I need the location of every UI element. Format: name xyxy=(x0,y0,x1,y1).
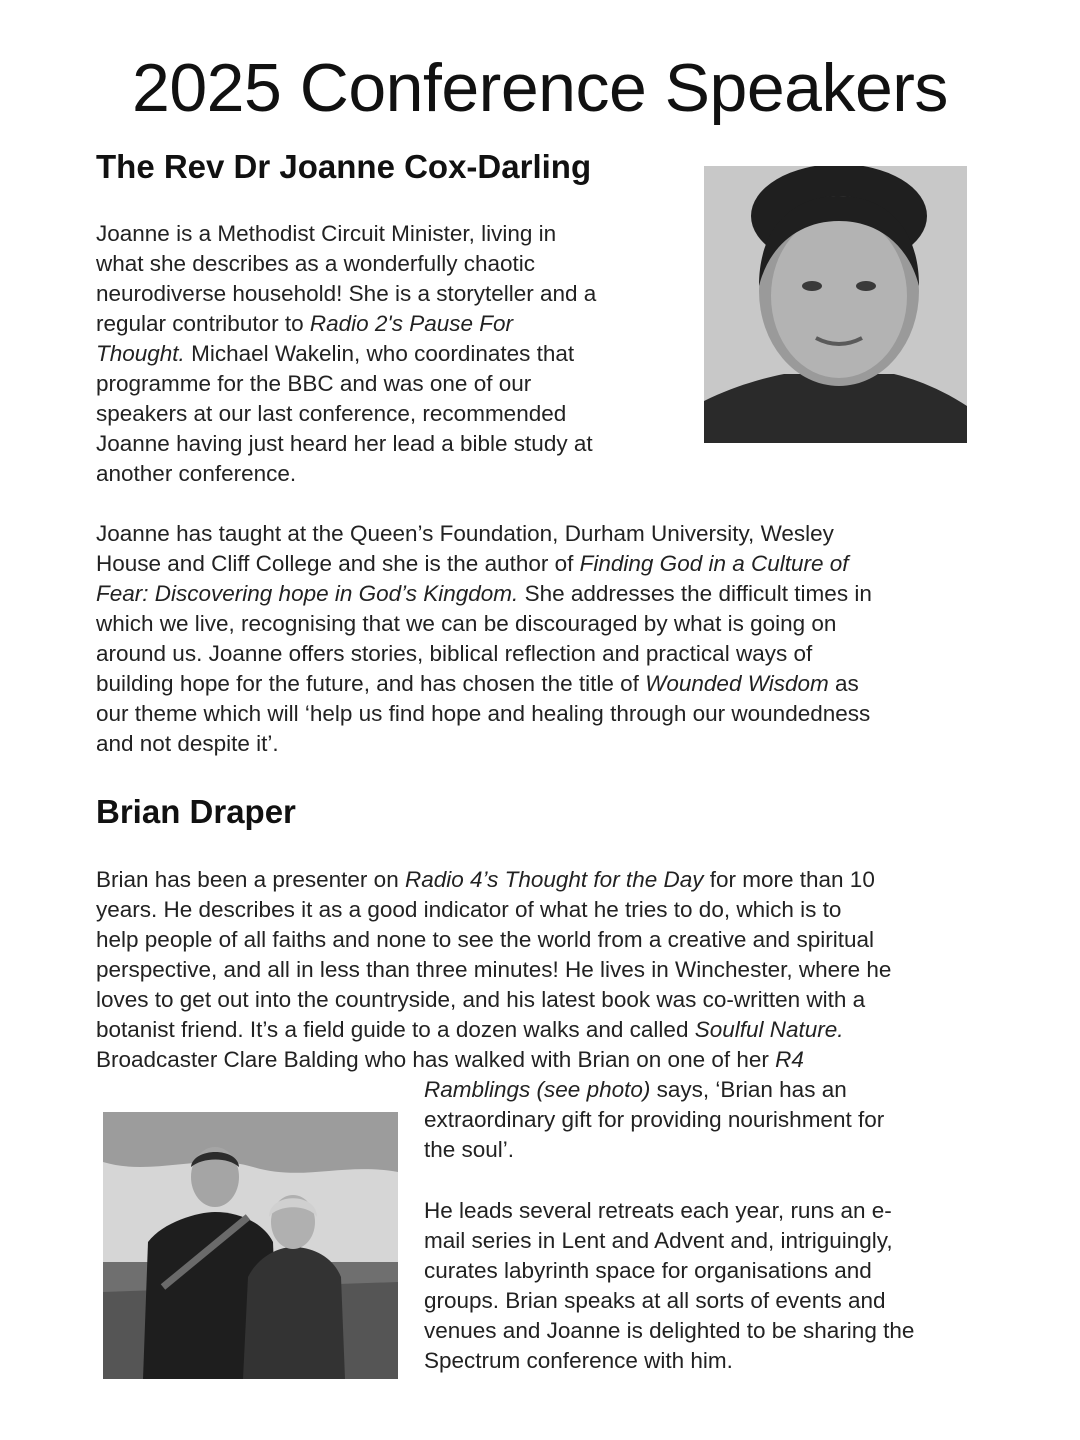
line-text: our theme which will ‘help us find hope and healing through our woundedness xyxy=(96,701,871,726)
italic-title-text: R4 xyxy=(775,1047,804,1072)
speaker-1-bio-paragraph-2 xyxy=(96,519,872,759)
speaker-2-bio-paragraph-1 xyxy=(96,865,891,1075)
line-text: Joanne having just heard her lead a bible study at xyxy=(96,431,593,456)
italic-title-text: Fear: Discovering hope in God’s Kingdom. xyxy=(96,581,519,606)
line-text: the soul’. xyxy=(424,1137,515,1162)
text-line xyxy=(96,609,872,639)
line-text: mail series in Lent and Advent and, intriguingly, xyxy=(424,1228,893,1253)
italic-title-text: Radio 2's Pause For xyxy=(309,311,514,336)
line-text: Michael Wakelin, who coordinates that xyxy=(184,341,575,366)
text-line xyxy=(96,519,872,549)
line-text: and not despite it’. xyxy=(96,731,279,756)
line-text: loves to get out into the countryside, and his latest book was co-written with a xyxy=(96,987,866,1012)
line-text: speakers at our last conference, recommended xyxy=(96,401,567,426)
speaker-1-name: The Rev Dr Joanne Cox-Darling xyxy=(96,148,592,185)
text-line xyxy=(424,1256,914,1286)
text-line xyxy=(424,1075,884,1105)
line-text: for more than 10 xyxy=(703,867,875,892)
line-text: Brian has been a presenter on xyxy=(96,867,405,892)
line-text: extraordinary gift for providing nourishment for xyxy=(424,1107,885,1132)
italic-title-text: Thought. xyxy=(96,341,185,366)
line-text: as xyxy=(828,671,859,696)
text-line xyxy=(96,369,596,399)
text-line xyxy=(424,1196,914,1226)
text-line xyxy=(96,579,872,609)
speaker-2-bio-paragraph-1-continued xyxy=(424,1075,884,1165)
text-line xyxy=(96,549,872,579)
line-text: Spectrum conference with him. xyxy=(424,1348,733,1373)
text-line xyxy=(96,925,891,955)
line-text: botanist friend. It’s a field guide to a dozen walks and called xyxy=(96,1017,695,1042)
line-text: help people of all faiths and none to see the world from a creative and spiritual xyxy=(96,927,874,952)
text-line xyxy=(96,865,891,895)
text-line xyxy=(96,459,596,489)
line-text: neurodiverse household! She is a storyteller and a xyxy=(96,281,597,306)
text-line xyxy=(96,249,596,279)
text-line xyxy=(96,1015,891,1045)
italic-title-text: Wounded Wisdom xyxy=(645,671,829,696)
line-text: regular contributor to xyxy=(96,311,310,336)
group-photo-icon xyxy=(103,1112,398,1379)
text-line xyxy=(96,729,872,759)
text-line xyxy=(424,1105,884,1135)
italic-title-text: Ramblings (see photo) xyxy=(424,1077,651,1102)
speaker-2-photo xyxy=(103,1112,398,1379)
speaker-2-name: Brian Draper xyxy=(96,793,296,830)
text-line xyxy=(96,895,891,925)
text-line xyxy=(424,1286,914,1316)
line-text: says, ‘Brian has an xyxy=(650,1077,847,1102)
text-line xyxy=(96,1045,891,1075)
text-line xyxy=(96,399,596,429)
line-text: another conference. xyxy=(96,461,297,486)
line-text: venues and Joanne is delighted to be sharing the xyxy=(424,1318,915,1343)
text-line xyxy=(424,1226,914,1256)
portrait-photo-icon xyxy=(704,166,967,443)
line-text: Broadcaster Clare Balding who has walked with Brian on one of her xyxy=(96,1047,776,1072)
speaker-1-bio-paragraph-1 xyxy=(96,219,596,489)
text-line xyxy=(96,429,596,459)
text-line xyxy=(96,699,872,729)
text-line xyxy=(96,985,891,1015)
text-line xyxy=(424,1346,914,1376)
line-text: what she describes as a wonderfully chaotic xyxy=(96,251,535,276)
line-text: programme for the BBC and was one of our xyxy=(96,371,532,396)
text-line xyxy=(424,1135,884,1165)
line-text: groups. Brian speaks at all sorts of events and xyxy=(424,1288,886,1313)
text-line xyxy=(96,309,596,339)
text-line xyxy=(424,1316,914,1346)
text-line xyxy=(96,669,872,699)
speaker-2-bio-paragraph-2 xyxy=(424,1196,914,1376)
line-text: building hope for the future, and has chosen the title of xyxy=(96,671,646,696)
line-text: House and Cliff College and she is the author of xyxy=(96,551,580,576)
text-line xyxy=(96,955,891,985)
line-text: perspective, and all in less than three minutes! He lives in Winchester, where he xyxy=(96,957,892,982)
page-title: 2025 Conference Speakers xyxy=(132,50,948,126)
italic-title-text: Finding God in a Culture of xyxy=(579,551,849,576)
text-line xyxy=(96,219,596,249)
speaker-1-photo xyxy=(704,166,967,443)
italic-title-text: Soulful Nature. xyxy=(694,1017,844,1042)
line-text: curates labyrinth space for organisations and xyxy=(424,1258,872,1283)
line-text: years. He describes it as a good indicator of what he tries to do, which is to xyxy=(96,897,842,922)
text-line xyxy=(96,279,596,309)
text-line xyxy=(96,339,596,369)
line-text: Joanne has taught at the Queen’s Foundation, Durham University, Wesley xyxy=(96,521,834,546)
line-text: Joanne is a Methodist Circuit Minister, living in xyxy=(96,221,557,246)
line-text: He leads several retreats each year, runs an e- xyxy=(424,1198,892,1223)
italic-title-text: Radio 4’s Thought for the Day xyxy=(404,867,704,892)
text-line xyxy=(96,639,872,669)
line-text: She addresses the difficult times in xyxy=(518,581,872,606)
line-text: which we live, recognising that we can be discouraged by what is going on xyxy=(96,611,837,636)
line-text: around us. Joanne offers stories, biblical reflection and practical ways of xyxy=(96,641,813,666)
